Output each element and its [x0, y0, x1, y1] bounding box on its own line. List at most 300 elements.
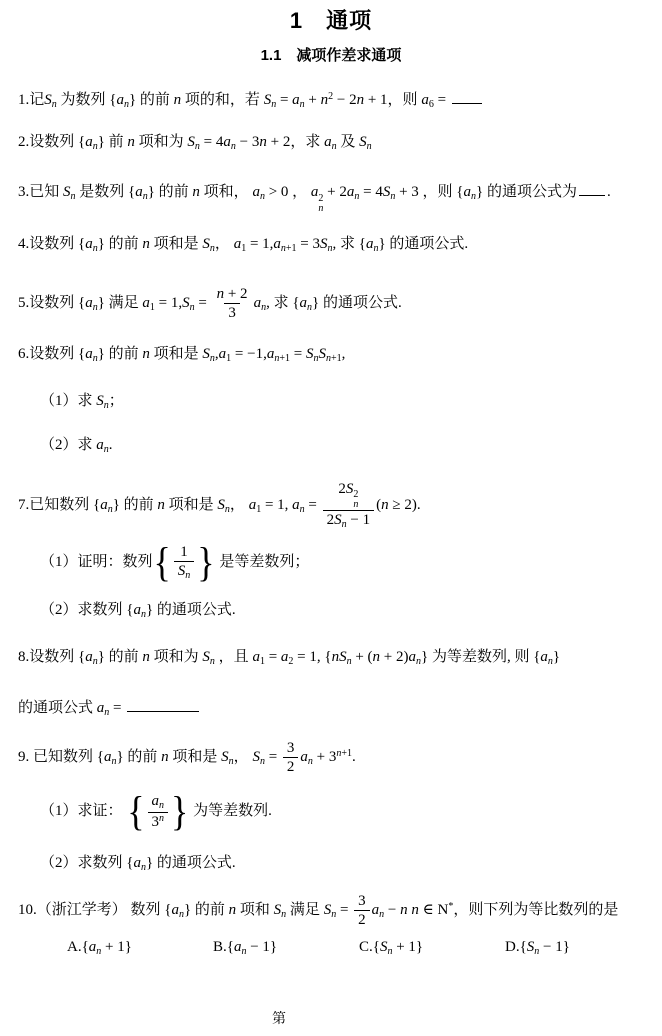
- choice-b: [213, 937, 359, 962]
- math-var: S: [182, 294, 190, 311]
- text-run: = 1,: [246, 235, 274, 252]
- text-run: 项和是: [149, 345, 203, 362]
- text-run: 1.记: [18, 92, 45, 108]
- script-char: n: [70, 191, 76, 202]
- math-var: n: [142, 345, 150, 362]
- script-char: 1: [336, 352, 342, 364]
- math-var: n: [259, 134, 267, 150]
- text-run: } 的前: [112, 496, 158, 513]
- math-var: a: [292, 92, 300, 108]
- script-char: n: [313, 352, 319, 364]
- script-char: n: [140, 609, 146, 620]
- math-var: n: [320, 92, 329, 108]
- math-var: a: [103, 748, 112, 765]
- math-var: a: [142, 294, 150, 311]
- text-run: 项和是: [149, 235, 203, 252]
- text-run: + 2: [323, 184, 347, 200]
- math-var: S: [221, 748, 229, 765]
- math-var: S: [252, 748, 260, 765]
- text-run: 5.设数列 {: [18, 294, 86, 311]
- script-char: n: [373, 242, 379, 254]
- text-run: =: [264, 748, 281, 765]
- text-run: − 2: [333, 92, 357, 108]
- right-brace-icon: }: [171, 788, 189, 835]
- fraction: [148, 792, 169, 831]
- script-char: 1: [241, 242, 247, 254]
- text-run: .: [352, 748, 356, 765]
- math-var: S: [44, 92, 52, 108]
- math-var: a: [252, 649, 260, 665]
- script-char: n: [390, 191, 396, 202]
- math-var: n: [142, 649, 150, 665]
- math-var: a: [371, 901, 380, 918]
- problem-9-part-1: [10, 788, 652, 835]
- math-var: a: [233, 939, 242, 955]
- text-run: } 的通项公式.: [145, 602, 236, 618]
- fraction: [323, 480, 374, 532]
- script-char: n: [259, 191, 265, 202]
- math-var: a: [151, 793, 160, 809]
- text-run: 6.设数列 {: [18, 345, 86, 362]
- text-run: 8.设数列 {: [18, 649, 86, 665]
- text-run: 7.已知数列 {: [18, 496, 101, 513]
- text-run: + 1，则: [364, 92, 422, 108]
- problem-6-part-2: [10, 435, 652, 460]
- math-var: S: [359, 134, 367, 150]
- text-run: 项和为: [134, 134, 188, 150]
- text-run: = 1,: [261, 496, 293, 513]
- text-run: C.{: [359, 939, 380, 955]
- subscript: [274, 353, 290, 364]
- math-var: n: [157, 496, 165, 513]
- script-char: n: [346, 656, 352, 667]
- text-run: .: [108, 436, 113, 453]
- text-run: 为等差数列.: [189, 802, 272, 819]
- blank-underline: [579, 180, 605, 196]
- text-run: ，: [233, 748, 253, 765]
- math-var: S: [202, 345, 210, 362]
- text-run: 项和: [236, 901, 274, 918]
- text-run: 及: [336, 134, 360, 150]
- denominator: [283, 757, 299, 776]
- script-char: n: [189, 301, 195, 313]
- script-char: 1: [347, 747, 353, 759]
- problem-8: [10, 647, 652, 672]
- fraction: [354, 892, 370, 929]
- script-char: n: [209, 352, 215, 364]
- math-var: S: [273, 901, 282, 918]
- text-run: } 的前: [128, 92, 174, 108]
- text-run: = 1, {: [293, 649, 332, 665]
- text-run: + 2，求: [266, 134, 325, 150]
- text-run: 2: [286, 759, 295, 775]
- text-run: 10.（浙江学考） 数列 {: [18, 901, 172, 918]
- script-char: n: [228, 755, 234, 767]
- problem-7-part-1: [10, 539, 652, 586]
- script-char: n: [241, 946, 247, 957]
- text-run: 3.已知: [18, 184, 64, 200]
- text-run: } 为等差数列, 则 {: [421, 649, 541, 665]
- math-var: n: [228, 901, 237, 918]
- math-var: a: [133, 855, 141, 871]
- text-run: } 的前: [97, 345, 143, 362]
- math-var: a: [85, 134, 93, 150]
- script-char: n: [327, 242, 333, 254]
- script-char: 1: [259, 656, 265, 667]
- math-var: S: [202, 649, 210, 665]
- text-run: 是等差数列；: [215, 553, 310, 570]
- text-run: 的通项公式: [18, 700, 97, 716]
- script-char: 2: [318, 192, 324, 204]
- math-var: S: [217, 496, 225, 513]
- math-var: a: [310, 184, 319, 200]
- text-run: 项和是: [168, 748, 222, 765]
- script-char: n: [299, 99, 305, 110]
- text-run: 2: [338, 480, 346, 497]
- math-var: n: [142, 235, 150, 252]
- text-run: 2: [326, 512, 335, 528]
- text-run: 项和为: [149, 649, 203, 665]
- text-run: =: [194, 294, 211, 311]
- problem-7: [10, 480, 652, 532]
- math-var: n: [161, 748, 169, 765]
- subscript: [185, 570, 190, 581]
- script-char: n: [274, 352, 280, 364]
- math-var: a: [218, 345, 227, 362]
- text-run: (: [376, 496, 382, 513]
- text-run: 2.设数列 {: [18, 134, 86, 150]
- text-run: + (: [351, 649, 373, 665]
- text-run: − 1: [346, 512, 371, 528]
- text-run: 2: [358, 912, 366, 928]
- script-char: n: [209, 656, 215, 667]
- math-var: n: [381, 496, 389, 513]
- text-run: 1: [180, 544, 188, 560]
- text-run: （1）证明：数列: [40, 553, 153, 570]
- script-char: +: [285, 242, 292, 254]
- script-char: n: [92, 242, 98, 254]
- math-var: a: [300, 748, 308, 765]
- sub-part: [353, 500, 358, 510]
- script-char: n: [111, 755, 117, 767]
- fraction: [213, 285, 252, 322]
- blank-underline: [127, 696, 199, 712]
- page-title: 1 通项: [289, 8, 373, 33]
- text-run: ，则下列为等比数列的是: [453, 901, 619, 918]
- math-var: a: [88, 939, 97, 955]
- math-var: n: [411, 901, 419, 918]
- text-run: =: [276, 92, 293, 108]
- text-run: .: [606, 184, 611, 200]
- script-char: n: [159, 813, 165, 824]
- sub-part: [318, 204, 323, 214]
- script-char: n: [280, 242, 286, 254]
- text-run: =: [433, 92, 450, 108]
- text-run: , 求 {: [332, 235, 366, 252]
- script-char: n: [331, 908, 337, 920]
- subscript: [159, 800, 164, 811]
- math-var: S: [63, 184, 71, 200]
- document-page: [0, 6, 662, 1036]
- denominator: [354, 910, 370, 929]
- math-var: a: [324, 134, 332, 150]
- text-run: } 满足: [97, 294, 143, 311]
- text-run: } 的通项公式.: [145, 855, 236, 871]
- script-char: n: [281, 908, 287, 920]
- text-run: + 3 ，则 {: [395, 184, 464, 200]
- text-run: 3: [358, 893, 366, 909]
- script-char: n: [354, 191, 360, 202]
- math-var: n: [192, 184, 200, 200]
- math-var: S: [202, 235, 210, 252]
- text-run: 9. 已知数列 {: [18, 748, 104, 765]
- numerator: [148, 792, 169, 812]
- script-char: +: [341, 747, 348, 759]
- math-var: S: [305, 345, 314, 362]
- script-char: +: [330, 352, 337, 364]
- text-run: } 的前: [183, 901, 229, 918]
- text-run: ，: [214, 235, 234, 252]
- section-subtitle: 1.1 减项作差求通项: [260, 47, 402, 64]
- text-run: 为数列 {: [56, 92, 117, 108]
- text-run: 项和是: [164, 496, 218, 513]
- math-var: a: [253, 294, 262, 311]
- text-run: 项的和，若: [181, 92, 264, 108]
- text-run: ，: [229, 496, 249, 513]
- text-run: =: [109, 700, 126, 716]
- denominator: [224, 303, 240, 322]
- math-var: a: [135, 184, 143, 200]
- script-char: n: [271, 99, 277, 110]
- script-char: n: [230, 141, 236, 152]
- text-run: A.{: [67, 939, 89, 955]
- denominator: [148, 812, 169, 831]
- page-footer: 第: [272, 1012, 286, 1027]
- math-var: a: [463, 184, 472, 200]
- script-char: n: [341, 519, 347, 530]
- text-run: （2）求: [40, 436, 97, 453]
- text-run: = 4: [199, 134, 224, 150]
- script-char: n: [547, 656, 553, 667]
- script-char: n: [103, 443, 109, 455]
- math-var: a: [252, 184, 260, 200]
- math-var: a: [233, 235, 242, 252]
- text-run: =: [289, 345, 306, 362]
- script-char: 1: [149, 301, 155, 313]
- problem-10-choices: [10, 937, 652, 962]
- math-var: S: [318, 345, 326, 362]
- script-char: 1: [284, 352, 290, 364]
- script-char: n: [92, 301, 98, 313]
- problem-6-part-1: [10, 391, 652, 416]
- text-run: =: [336, 901, 353, 918]
- script-char: n: [387, 946, 393, 957]
- problem-list: [10, 86, 652, 962]
- math-var: n: [372, 649, 381, 665]
- text-run: +: [312, 748, 329, 765]
- math-var: a: [408, 649, 417, 665]
- problem-8-continued: [10, 696, 652, 723]
- text-run: −: [384, 901, 401, 918]
- math-var: a: [266, 345, 275, 362]
- text-run: = 1,: [154, 294, 183, 311]
- math-var: S: [96, 392, 104, 409]
- math-var: a: [96, 700, 105, 716]
- math-var: a: [133, 602, 141, 618]
- text-run: 项和，: [199, 184, 253, 200]
- script-char: 1: [256, 503, 262, 515]
- numerator: [176, 543, 192, 561]
- fraction: [283, 739, 299, 776]
- text-run: ∈ N: [418, 901, 449, 918]
- fraction: [174, 543, 195, 582]
- math-var: a: [85, 235, 93, 252]
- text-run: ≥ 2).: [388, 496, 421, 513]
- script-char: n: [261, 301, 267, 313]
- superscript: [336, 748, 352, 759]
- text-run: （1）求: [40, 392, 97, 409]
- text-run: = −1,: [231, 345, 267, 362]
- text-run: + 1}: [392, 939, 424, 955]
- right-brace-icon: }: [197, 539, 215, 586]
- script-char: n: [140, 862, 146, 873]
- text-run: } 的前: [116, 748, 162, 765]
- text-run: } 的通项公式.: [378, 235, 469, 252]
- text-run: } 的前: [147, 184, 193, 200]
- script-char: n: [353, 499, 359, 510]
- text-run: − 1}: [539, 939, 570, 955]
- numerator: [213, 285, 252, 303]
- text-run: + 2): [380, 649, 409, 665]
- problem-2: [10, 132, 652, 157]
- text-run: } 的通项公式为: [476, 184, 577, 200]
- script-char: n: [92, 141, 98, 152]
- script-char: n: [123, 99, 129, 110]
- script-char: n: [159, 800, 165, 811]
- left-brace-icon: {: [127, 788, 145, 835]
- math-var: a: [85, 294, 93, 311]
- numerator: [354, 892, 370, 910]
- script-char: n: [51, 99, 57, 110]
- script-char: n: [92, 352, 98, 364]
- math-var: a: [299, 294, 308, 311]
- subscript: [367, 141, 372, 152]
- math-var: a: [248, 496, 257, 513]
- text-run: 是数列 {: [75, 184, 136, 200]
- text-run: + 2: [224, 285, 248, 302]
- blank-underline: [452, 88, 482, 104]
- problem-6: [10, 344, 652, 369]
- math-var: n: [216, 285, 225, 302]
- script-char: n: [185, 570, 191, 581]
- text-run: =: [304, 496, 321, 513]
- text-run: − 1}: [246, 939, 278, 955]
- text-run: 3: [286, 740, 295, 756]
- script-char: n: [178, 908, 184, 920]
- text-run: 4.设数列 {: [18, 235, 86, 252]
- math-var: a: [540, 649, 548, 665]
- text-run: } 的前: [97, 235, 143, 252]
- math-var: a: [421, 92, 429, 108]
- script-char: n: [224, 503, 230, 515]
- text-run: ,: [214, 345, 219, 362]
- text-run: = 3: [296, 235, 321, 252]
- problem-9-part-2: [10, 853, 652, 878]
- problem-9: [10, 739, 652, 776]
- choice-a: [67, 937, 213, 962]
- math-var: n: [331, 649, 340, 665]
- choice-d: [505, 937, 651, 962]
- math-var: a: [85, 649, 93, 665]
- math-var: S: [379, 939, 388, 955]
- choice-c: [359, 937, 505, 962]
- script-char: n: [331, 141, 337, 152]
- script-char: 2: [288, 656, 294, 667]
- math-var: a: [85, 345, 93, 362]
- script-char: 2: [328, 91, 334, 102]
- text-run: +: [304, 92, 321, 108]
- script-char: 1: [291, 242, 297, 254]
- math-var: a: [365, 235, 374, 252]
- superscript: [159, 813, 164, 824]
- script-char: n: [534, 946, 540, 957]
- text-run: + 1}: [101, 939, 132, 955]
- denominator: [174, 561, 195, 582]
- script-char: n: [325, 352, 331, 364]
- script-char: n: [307, 755, 313, 767]
- text-run: > 0 ，: [264, 184, 311, 200]
- math-var: n: [400, 901, 408, 918]
- text-run: − 3: [235, 134, 260, 150]
- sub-sup: [353, 490, 358, 510]
- math-var: 3: [328, 748, 337, 765]
- text-run: 3: [228, 304, 236, 321]
- text-run: （2）求数列 {: [40, 855, 134, 871]
- script-char: n: [92, 656, 98, 667]
- script-char: n: [366, 141, 372, 152]
- text-run: （2）求数列 {: [40, 602, 134, 618]
- problem-10: [10, 892, 652, 929]
- math-var: a: [223, 134, 231, 150]
- text-run: （1）求证：: [40, 802, 127, 819]
- math-var: S: [339, 649, 347, 665]
- text-run: ,: [341, 345, 346, 362]
- math-var: S: [382, 184, 391, 200]
- script-char: n: [209, 242, 215, 254]
- math-var: S: [526, 939, 535, 955]
- script-char: n: [307, 301, 313, 313]
- numerator: [283, 739, 299, 757]
- subscript: [281, 243, 297, 254]
- problem-3: [10, 180, 652, 214]
- script-char: n: [194, 141, 200, 152]
- script-char: n: [416, 656, 422, 667]
- math-var: 3: [151, 814, 160, 830]
- script-char: *: [448, 900, 454, 912]
- script-char: 6: [428, 99, 434, 110]
- problem-5: [10, 285, 652, 322]
- math-var: a: [116, 92, 124, 108]
- math-var: n: [173, 92, 182, 108]
- denominator: [323, 510, 374, 531]
- subscript: [326, 353, 342, 364]
- math-var: a: [273, 235, 281, 252]
- script-char: n: [103, 399, 109, 411]
- math-var: n: [127, 134, 135, 150]
- math-var: S: [320, 235, 328, 252]
- math-var: S: [345, 480, 354, 497]
- math-var: a: [280, 649, 289, 665]
